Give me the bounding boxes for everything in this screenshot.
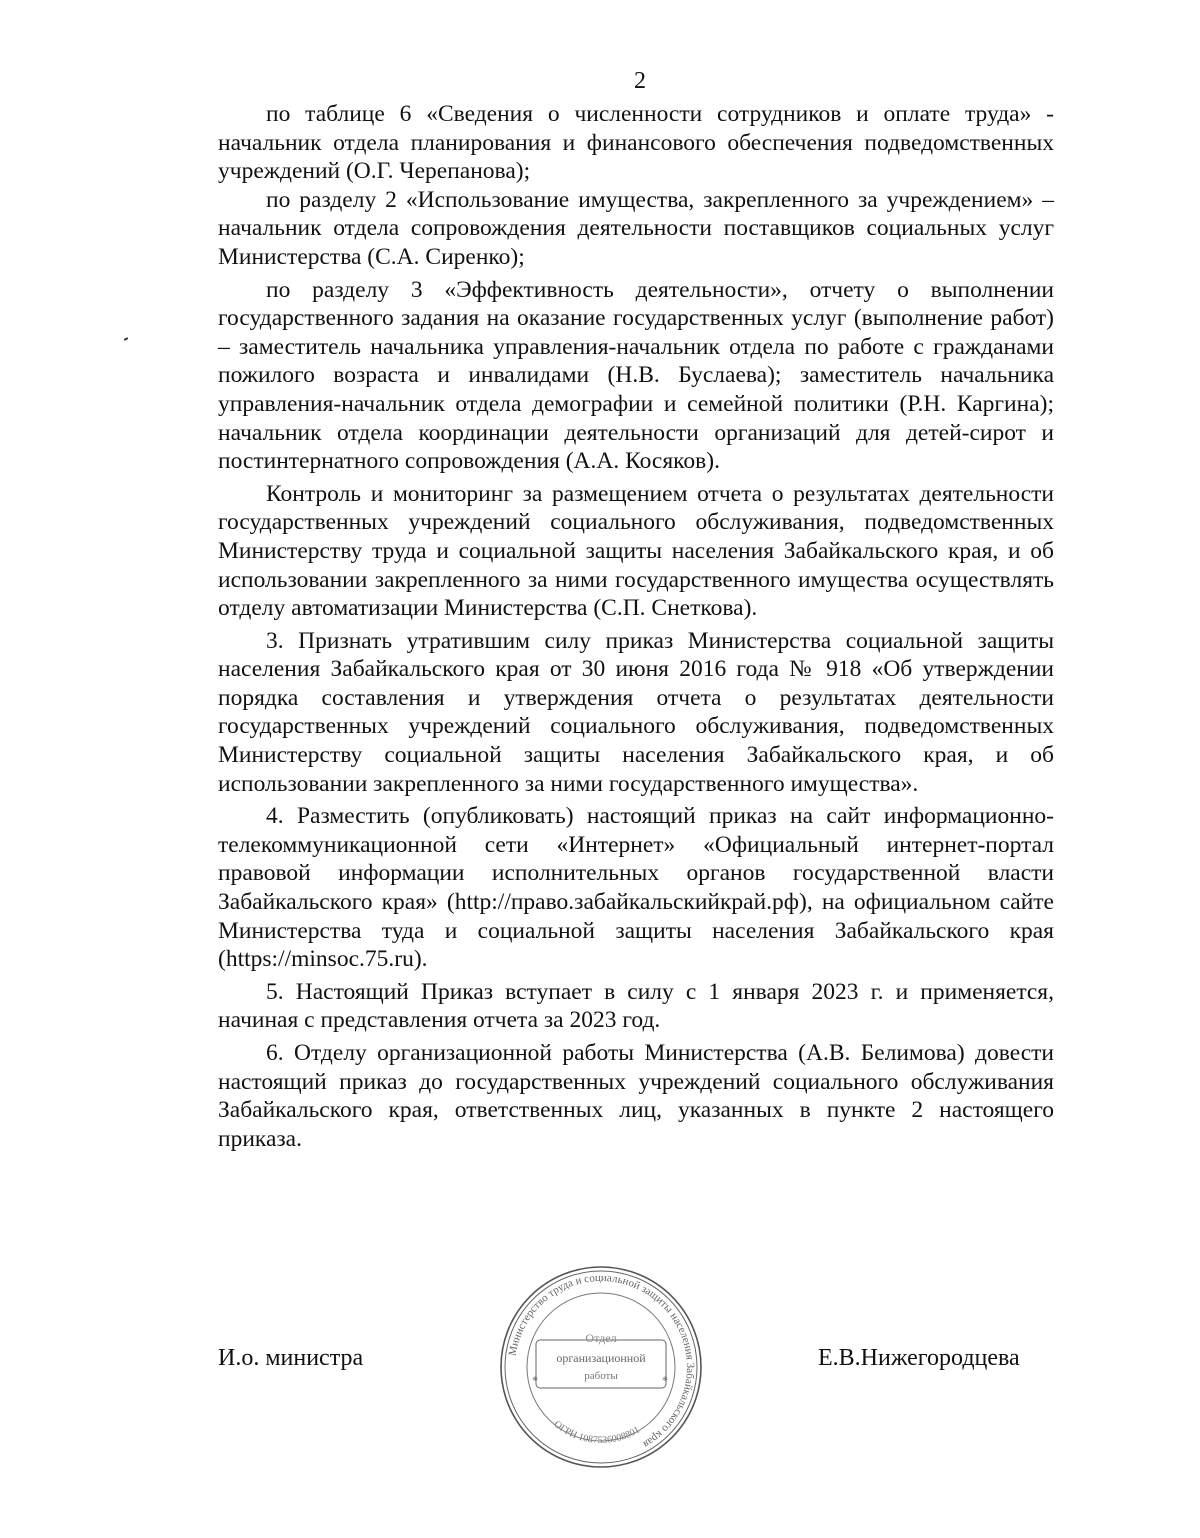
stamp-outer-text: Министерство труда и социальной защиты населения Забайкальского края <box>506 1271 697 1451</box>
paragraph-control-monitoring: Контроль и мониторинг за размещением отчета о результатах деятельности государственных учреждений социального обслуживания, подведомственных Министерству труда и социальной защиты населения Забайкальского края, и об использовании закрепленного за ними государственного имущества осуществлять отделу автоматизации Министерства (С.П. Снеткова). <box>218 480 1054 622</box>
stamp-center-line-2: организационной <box>556 1351 646 1365</box>
stamp-center-line-3: работы <box>584 1370 618 1382</box>
stamp-center-line-1: Отдел <box>585 1331 617 1345</box>
signatory-name: Е.В.Нижегородцева <box>818 1345 1020 1371</box>
signatory-position: И.о. министра <box>218 1345 364 1371</box>
document-body <box>218 100 1054 1153</box>
paragraph-item-5: 5. Настоящий Приказ вступает в силу с 1 января 2023 г. и применяется, начиная с представления отчета за 2023 год. <box>218 978 1054 1034</box>
paragraph-table6-responsible: по таблице 6 «Сведения о численности сотрудников и оплате труда» - начальник отдела планирования и финансового обеспечения подведомственных учреждений (О.Г. Черепанова); <box>218 101 1054 185</box>
paragraph-section2-responsible: по разделу 2 «Использование имущества, закрепленного за учреждением» – начальник отдела сопровождения деятельности поставщиков социальных услуг Министерства (С.А. Сиренко); <box>218 186 1054 270</box>
stamp-seal-icon <box>496 1262 706 1472</box>
page-number: 2 <box>634 68 646 94</box>
official-stamp <box>496 1262 706 1472</box>
paragraph-item-6: 6. Отделу организационной работы Министерства (А.В. Белимова) довести настоящий приказ до государственных учреждений социального обслуживания Забайкальского края, ответственных лиц, указанных в пункте 2 настоящего приказа. <box>218 1040 1054 1152</box>
paragraph-item-4: 4. Разместить (опубликовать) настоящий приказ на сайт информационно-телекоммуникационной сети «Интернет» «Официальный интернет-портал правовой информации исполнительных органов государственной власти Забайкальского края» (http://право.забайкальскийкрай.рф), на официальном сайте Министерства туда и социальной защиты населения Забайкальского края (https://minsoc.75.ru). <box>218 803 1054 973</box>
stamp-bottom-text: ОГРН 1087536008801 <box>551 1418 642 1447</box>
paragraph-section3-responsible: по разделу 3 «Эффективность деятельности», отчету о выполнении государственного задания на оказание государственных услуг (выполнение работ) – заместитель начальника управления-начальник отдела по работе с гражданами пожилого возраста и инвалидами (Н.В. Буслаева); заместитель начальника управления-начальник отдела демографии и семейной политики (Р.Н. Каргина); начальник отдела координации деятельности организаций для детей-сирот и постинтернатного сопровождения (А.А. Косяков). <box>218 276 1054 475</box>
svg-text:*: * <box>532 1373 538 1387</box>
paragraph-item-3: 3. Признать утратившим силу приказ Министерства социальной защиты населения Забайкальского края от 30 июня 2016 года № 918 «Об утверждении порядка составления и утверждения отчета о результатах деятельности государственных учреждений социального обслуживания, подведомственных Министерству социальной защиты населения Забайкальского края, и об использовании закрепленного за ними государственного имущества». <box>218 627 1054 797</box>
svg-text:*: * <box>662 1373 668 1387</box>
scan-artifact-mark <box>124 337 128 341</box>
